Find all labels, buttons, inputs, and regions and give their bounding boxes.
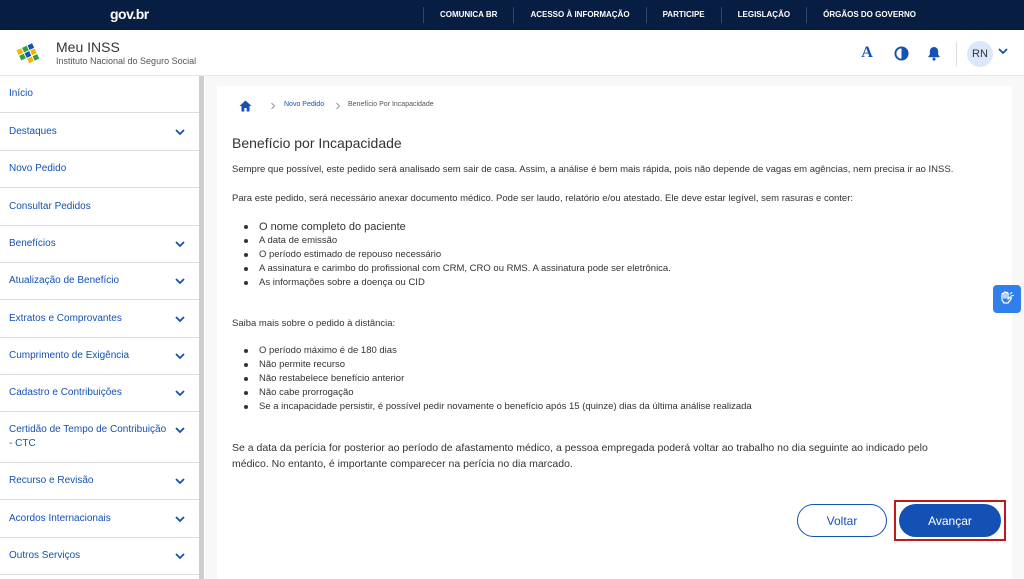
- link-comunica-br[interactable]: COMUNICA BR: [423, 7, 513, 23]
- chevron-down-icon: [174, 550, 186, 562]
- sidebar-scrollbar[interactable]: [199, 76, 204, 579]
- sidebar-item-label: Início: [9, 88, 33, 99]
- chevron-down-icon: [174, 424, 186, 436]
- chevron-down-icon: [174, 238, 186, 250]
- docs-requirements-list: [244, 220, 671, 290]
- sidebar-item-label: Extratos e Comprovantes: [9, 312, 122, 324]
- list-item: O período estimado de repouso necessário: [244, 248, 671, 262]
- sidebar-item-acordos-internacionais[interactable]: [0, 500, 199, 538]
- user-avatar[interactable]: RN: [967, 41, 993, 67]
- docs-intro-paragraph: Para este pedido, será necessário anexar documento médico. Pode ser laudo, relatório e/ou atestado. Ele deve estar legível, sem rasuras e conter:: [232, 193, 854, 204]
- sidebar-item-certidao-ctc[interactable]: [0, 412, 199, 463]
- sign-language-icon[interactable]: [993, 285, 1021, 313]
- sidebar-item-inicio[interactable]: [0, 76, 199, 113]
- remote-request-info-list: [244, 344, 752, 414]
- chevron-down-icon[interactable]: [997, 45, 1009, 57]
- main-area: [205, 76, 1024, 579]
- app-header: [0, 30, 1024, 76]
- sidebar-item-label: Cadastro e Contribuições: [9, 387, 122, 398]
- contrast-icon[interactable]: [890, 42, 912, 64]
- sidebar-item-cadastro-contribuicoes[interactable]: [0, 375, 199, 412]
- link-legislacao[interactable]: LEGISLAÇÃO: [721, 7, 806, 23]
- next-button[interactable]: Avançar: [899, 504, 1001, 537]
- note-line-1: Se a data da perícia for posterior ao período de afastamento médico, a pessoa empregada poderá voltar ao trabalho no dia seguinte ao indicado pelo: [232, 442, 928, 454]
- list-item: Não cabe prorrogação: [244, 386, 752, 400]
- chevron-down-icon: [174, 475, 186, 487]
- list-item: O período máximo é de 180 dias: [244, 344, 752, 358]
- sidebar-item-label: Novo Pedido: [9, 163, 67, 174]
- more-info-heading: Saiba mais sobre o pedido à distância:: [232, 318, 396, 329]
- sidebar-item-label: Benefícios: [9, 238, 56, 249]
- link-acesso-informacao[interactable]: ACESSO À INFORMAÇÃO: [513, 7, 645, 23]
- sidebar-item-label: Destaques: [9, 125, 57, 137]
- sidebar-item-label: Recurso e Revisão: [9, 475, 94, 486]
- sidebar-menu: [0, 76, 204, 579]
- govbr-links: [423, 0, 1024, 30]
- chevron-down-icon: [174, 387, 186, 399]
- sidebar-item-destaques[interactable]: [0, 113, 199, 151]
- breadcrumb-novo-pedido[interactable]: Novo Pedido: [284, 101, 325, 108]
- sidebar-item-label: Acordos Internacionais: [9, 512, 111, 524]
- header-divider: [956, 42, 957, 66]
- list-item: A data de emissão: [244, 234, 671, 248]
- list-item: Não permite recurso: [244, 358, 752, 372]
- link-orgaos-governo[interactable]: ÓRGÃOS DO GOVERNO: [806, 7, 932, 23]
- back-button[interactable]: Voltar: [797, 504, 887, 537]
- chevron-down-icon: [174, 275, 186, 287]
- app-title: Meu INSS: [56, 39, 120, 55]
- sidebar-item-label: Atualização de Benefício: [9, 275, 120, 286]
- sidebar-item-recurso-revisao[interactable]: [0, 463, 199, 500]
- note-line-2: médico. No entanto, é importante comparecer na perícia no dia marcado.: [232, 458, 573, 470]
- notification-bell-icon[interactable]: [923, 42, 945, 64]
- sidebar-item-beneficios[interactable]: [0, 226, 199, 263]
- list-item: Se a incapacidade persistir, é possível pedir novamente o benefício após 15 (quinze) dias da última análise realizada: [244, 400, 752, 414]
- inss-logo-icon[interactable]: [16, 41, 44, 65]
- sidebar-item-consultar-pedidos[interactable]: [0, 188, 199, 226]
- govbr-bar: [0, 0, 1024, 30]
- chevron-right-icon: [269, 102, 277, 110]
- list-item: As informações sobre a doença ou CID: [244, 276, 671, 290]
- sidebar-item-atualizacao-beneficio[interactable]: [0, 263, 199, 300]
- sidebar-item-extratos-comprovantes[interactable]: [0, 300, 199, 338]
- link-participe[interactable]: PARTICIPE: [646, 7, 721, 23]
- app-subtitle: Instituto Nacional do Seguro Social: [56, 56, 197, 66]
- chevron-down-icon: [174, 313, 186, 325]
- list-item: O nome completo do paciente: [244, 220, 671, 234]
- content-card: [217, 86, 1012, 579]
- list-item: A assinatura e carimbo do profissional com CRM, CRO ou RMS. A assinatura pode ser eletrônica.: [244, 262, 671, 276]
- list-item: Não restabelece benefício anterior: [244, 372, 752, 386]
- govbr-logo[interactable]: gov.br: [110, 6, 149, 22]
- home-icon[interactable]: [239, 100, 252, 112]
- page-title: Benefício por Incapacidade: [232, 135, 402, 151]
- sidebar-item-cumprimento-exigencia[interactable]: [0, 338, 199, 375]
- sidebar-item-label: Cumprimento de Exigência: [9, 350, 130, 361]
- sidebar-item-label: Outros Serviços: [9, 550, 81, 561]
- chevron-down-icon: [174, 126, 186, 138]
- chevron-down-icon: [174, 513, 186, 525]
- sidebar-item-label: Consultar Pedidos: [9, 200, 91, 212]
- sidebar-item-novo-pedido[interactable]: [0, 151, 199, 188]
- sidebar-item-outros-servicos[interactable]: [0, 538, 199, 575]
- font-size-button[interactable]: A: [861, 44, 873, 61]
- chevron-right-icon: [334, 102, 342, 110]
- chevron-down-icon: [174, 350, 186, 362]
- intro-paragraph: Sempre que possível, este pedido será analisado sem sair de casa. Assim, a análise é bem mais rápida, pois não depende de vagas em agências, nem precisa ir ao INSS.: [232, 164, 954, 175]
- breadcrumb-current: Benefício Por Incapacidade: [348, 101, 434, 108]
- sidebar-item-label: Certidão de Tempo de Contribuição - CTC: [9, 424, 167, 449]
